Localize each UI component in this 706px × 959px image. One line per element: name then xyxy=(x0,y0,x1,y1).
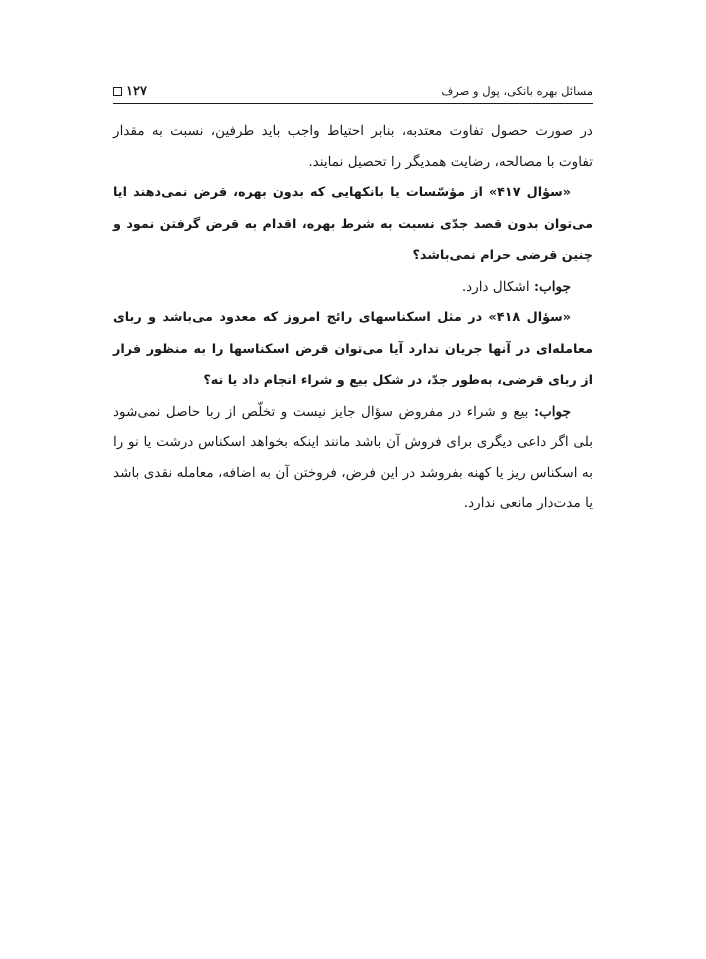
square-ornament-icon xyxy=(113,87,122,96)
question-417 xyxy=(113,177,593,272)
question-418 xyxy=(113,302,593,397)
header-title: مسائل بهره بانکی، پول و صرف xyxy=(441,84,593,98)
header-rule xyxy=(113,103,593,104)
answer-417 xyxy=(113,272,593,303)
answer-418-text: بیع و شراء در مفروض سؤال جایز نیست و تخلّص از ربا حاصل نمی‌شود بلی اگر داعی دیگری برای فروش آن باشد مانند اینکه بخواهد اسکناس درشت یا نو را به اسکناس ریز یا کهنه بفروشد در این فرض، فروختن آن به اضافه، معامله نقدی باشد یا مدت‌دار مانعی ندارد. xyxy=(113,403,593,511)
question-418-label: «سؤال ۴۱۸» xyxy=(488,310,572,325)
answer-417-label: جواب: xyxy=(533,278,571,295)
page-number: ۱۲۷ xyxy=(126,83,147,99)
answer-418-label: جواب: xyxy=(533,403,571,420)
question-417-text: از مؤسّسات یا بانکهایی که بدون بهره، قرض نمی‌دهند ایا می‌توان بدون قصد جدّی نسبت به شرط بهره، اقدام به قرض گرفتن نمود و چنین قرضی حرام نمی‌باشد؟ xyxy=(113,185,593,263)
intro-paragraph: در صورت حصول تفاوت معتدبه، بنابر احتیاط واجب باید طرفین، نسبت به مقدار تفاوت با مصالحه، رضایت همدیگر را تحصیل نمایند. xyxy=(113,123,593,170)
page-number-block xyxy=(113,84,147,99)
answer-418 xyxy=(113,397,593,519)
answer-417-text: اشکال دارد. xyxy=(461,278,530,295)
running-header xyxy=(113,80,593,102)
question-418-text: در مثل اسکناسهای رائج امروز که معدود می‌باشد و ربای معامله‌ای در آنها جریان ندارد آیا می‌توان قرض اسکناسها را به منظور فرار از ربای قرضی، به‌طور جدّ، در شکل بیع و شراء انجام داد یا نه؟ xyxy=(113,310,593,388)
question-417-label: «سؤال ۴۱۷» xyxy=(488,185,571,200)
page-body xyxy=(113,116,593,519)
